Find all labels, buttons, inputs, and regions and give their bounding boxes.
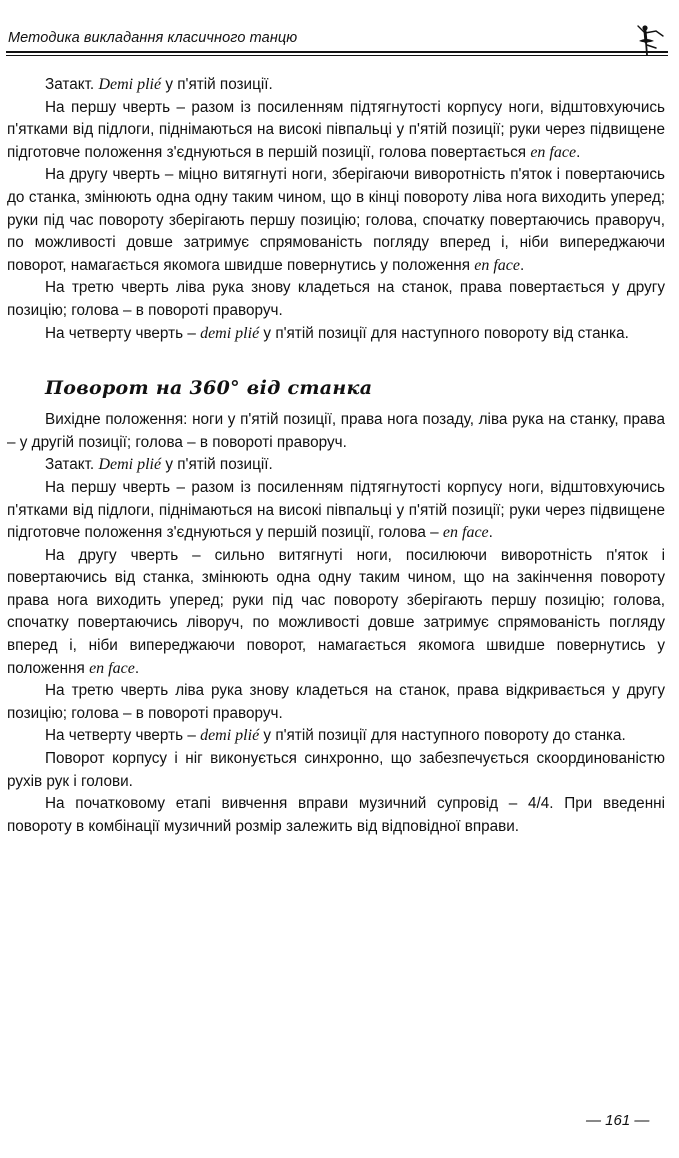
paragraph: На четверту чверть – demi plié у п'ятій позиції для наступного повороту від станка.	[45, 324, 629, 342]
paragraph: На четверту чверть – demi plié у п'ятій позиції для наступного повороту до станка.	[45, 727, 626, 745]
header-rule-thin	[6, 55, 668, 56]
running-title: Методика викладання класичного танцю	[8, 30, 298, 46]
paragraph: Вихідне положення: ноги у п'ятій позиції, права нога позаду, ліва рука на станку, права – у другій позиції; голова – в повороті праворуч.	[7, 411, 665, 451]
page-header	[6, 22, 668, 56]
paragraph: На третю чверть ліва рука знову кладеться на станок, права повертається у другу позицію; голова – в повороті праворуч.	[7, 279, 665, 319]
header-rule	[6, 51, 668, 53]
paragraph: На першу чверть – разом із посиленням підтягнутості корпусу ноги, відштовхуючись п'ятками від підлоги, піднімаються на високі півпальці у п'ятій позиції; руки через підвищене підготовче положення з'єднуються в першій позиції, голова повертається en face.	[7, 98, 665, 161]
paragraph: Поворот корпусу і ніг виконується синхронно, що забезпечується скоординованістю рухів рук і голови.	[7, 750, 665, 790]
section-heading: Поворот на 360° від станка	[45, 377, 373, 400]
paragraph: На початковому етапі вивчення вправи музичний супровід – 4/4. При введенні повороту в комбінації музичний розмір залежить від відповідної вправи.	[7, 795, 665, 835]
paragraph: Затакт. Demi plié у п'ятій позиції.	[45, 76, 273, 93]
paragraph: На третю чверть ліва рука знову кладеться на станок, права відкривається у другу позицію; голова – в повороті праворуч.	[7, 682, 665, 722]
paragraph: На другу чверть – міцно витягнуті ноги, зберігаючи виворотність п'яток і повертаючись до станка, змінюють одна одну таким чином, що в кінці повороту ліва нога виходить уперед; руки під час повороту зберігають першу позицію; голова, спочатку повертаючись праворуч, по можливості довше затримує спрямованість погляду вперед і, ніби випереджаючи поворот, намагається якомога швидше повернутись у положення en face.	[7, 166, 665, 274]
page-number: — 161 —	[586, 1112, 650, 1129]
paragraph: На першу чверть – разом із посиленням підтягнутості корпусу ноги, відштовхуючись п'ятками від підлоги, піднімаються на високі півпальці у п'ятій позиції; руки через підвищене підготовче положення з'єднуються у першій позиції, голова – en face.	[7, 478, 665, 542]
page-body	[7, 74, 665, 838]
paragraph: На другу чверть – сильно витягнуті ноги, посилюючи виворотність п'яток і повертаючись від станка, змінюють одна одну таким чином, що на закінчення повороту права нога виходить уперед; руки під час повороту зберігають першу позицію; голова, спочатку повертаючись ліворуч, по можливості довше затримує спрямованість погляду вперед і, ніби випереджаючи поворот, намагається якомога швидше повернутись у положення en face.	[7, 546, 665, 677]
paragraph: Затакт. Demi plié у п'ятій позиції.	[45, 456, 273, 474]
